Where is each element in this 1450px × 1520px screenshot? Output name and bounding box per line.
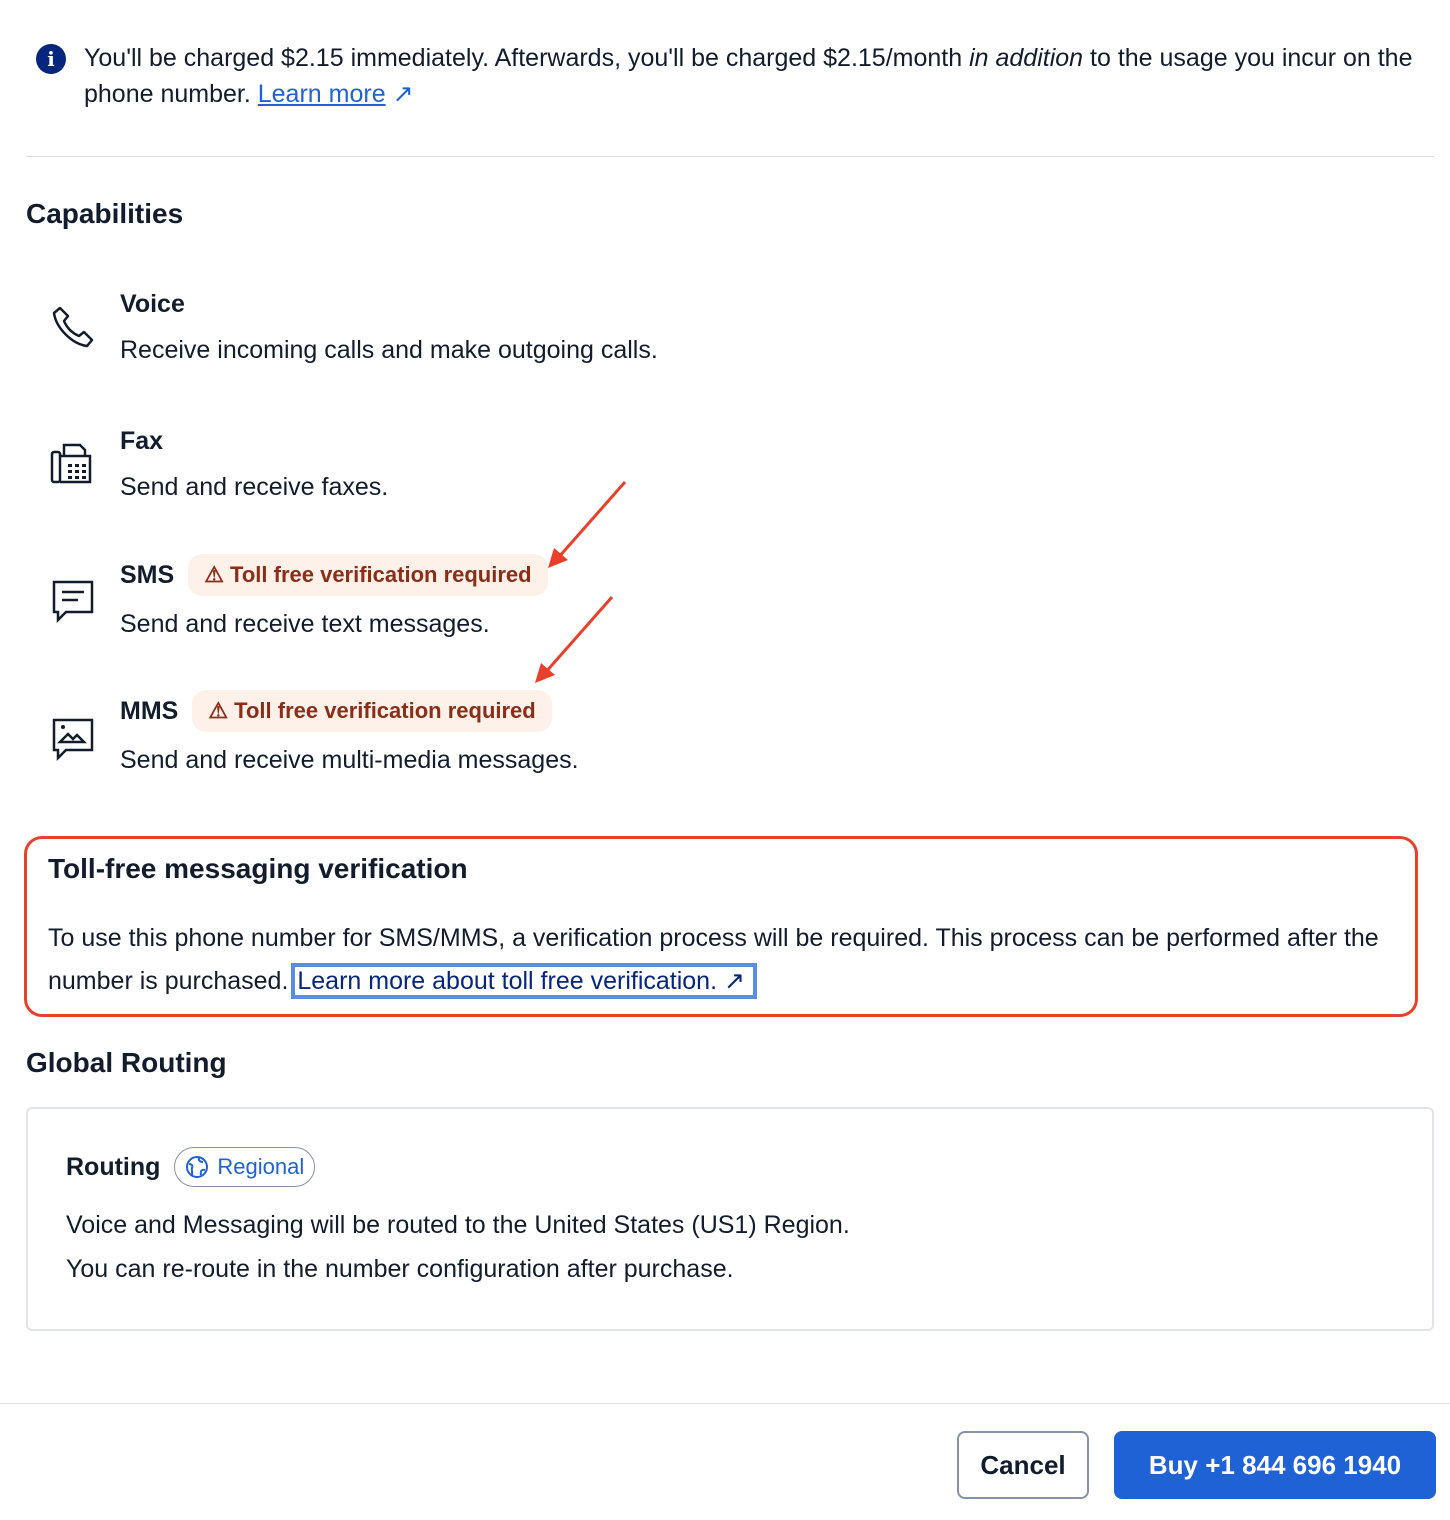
capabilities-heading: Capabilities — [26, 198, 184, 229]
external-link-icon: ↗ — [392, 80, 414, 108]
annotation-arrows — [520, 470, 640, 700]
capability-mms-header — [120, 690, 552, 732]
capability-mms-desc: Send and receive multi-media messages. — [120, 746, 579, 774]
toll-free-title: Toll-free messaging verification — [48, 853, 468, 884]
notice-text: You'll be charged $2.15 immediately. Afterwards, you'll be charged $2.15/month — [84, 44, 970, 72]
routing-line-1: Voice and Messaging will be routed to the United States (US1) Region. — [66, 1211, 850, 1239]
capability-sms-header — [120, 554, 548, 596]
globe-icon — [185, 1155, 209, 1179]
sms-icon — [50, 578, 98, 626]
learn-more-link[interactable]: Learn more — [257, 80, 386, 108]
capability-fax-title: Fax — [120, 427, 164, 455]
footer-divider — [0, 1403, 1450, 1404]
external-link-icon: ↗ — [723, 967, 745, 995]
buy-number-button[interactable]: Buy +1 844 696 1940 — [1114, 1431, 1436, 1499]
routing-header — [66, 1147, 315, 1187]
global-routing-heading: Global Routing — [26, 1047, 227, 1078]
capability-sms-title: SMS — [120, 560, 175, 589]
charge-notice — [84, 40, 1434, 112]
capability-fax-desc: Send and receive faxes. — [120, 473, 389, 501]
capability-sms-desc: Send and receive text messages. — [120, 610, 490, 638]
fax-icon — [48, 440, 96, 488]
capability-voice-desc: Receive incoming calls and make outgoing calls. — [120, 336, 658, 364]
toll-free-verification-callout — [24, 836, 1418, 1017]
info-icon: i — [36, 44, 66, 74]
warning-icon: ⚠ — [204, 562, 231, 587]
regional-badge: Regional — [174, 1147, 315, 1187]
mms-icon — [50, 716, 98, 764]
notice-emphasis: in addition — [969, 44, 1084, 72]
toll-free-learn-more-link[interactable]: Learn more about toll free verification. ↗ — [295, 967, 753, 995]
routing-line-2: You can re-route in the number configuration after purchase. — [66, 1255, 734, 1283]
capability-voice-title: Voice — [120, 290, 185, 318]
capability-mms-title: MMS — [120, 696, 179, 725]
verification-warning-badge: ⚠ Toll free verification required — [192, 690, 551, 732]
warning-icon: ⚠ — [208, 698, 235, 723]
phone-icon — [50, 302, 98, 350]
notice-text-2: to the usage you incur on the phone number. — [84, 44, 1413, 108]
routing-label: Routing — [66, 1152, 161, 1181]
verification-warning-badge: ⚠ Toll free verification required — [188, 554, 547, 596]
divider — [26, 156, 1434, 157]
routing-card — [26, 1107, 1434, 1331]
cancel-button[interactable]: Cancel — [957, 1431, 1089, 1499]
toll-free-text: To use this phone number for SMS/MMS, a verification process will be required. This process can be performed after the number is purchased. Learn more about toll free verification. ↗ — [48, 924, 1379, 995]
